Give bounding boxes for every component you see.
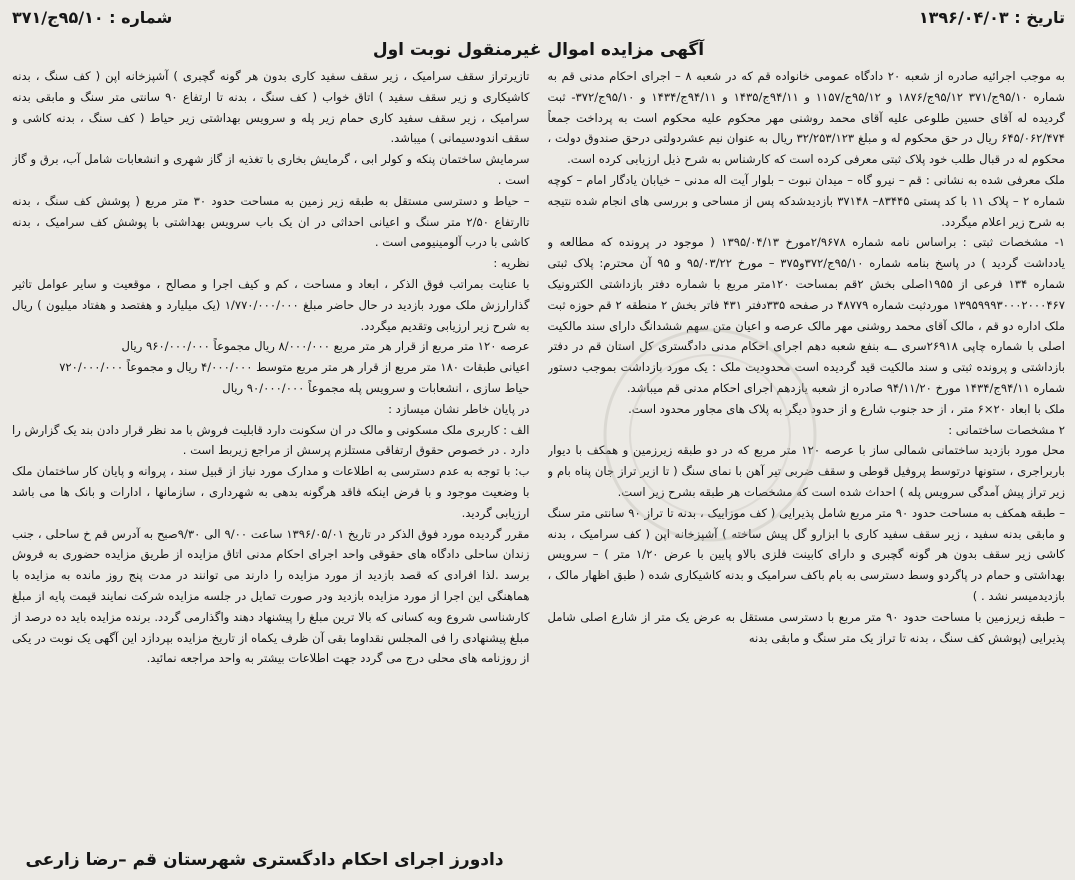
- text-columns: [12, 66, 1065, 826]
- left-column: [12, 66, 530, 826]
- paragraph: به موجب اجرائیه صادره از شعبه ۲۰ دادگاه عمومی خانواده قم که در شعبه ۸ – اجرای احکام مدنی قم به شماره ۹۵/۱۰ج/۳۷۱ ۹۵/۱۲ج/۱۸۷۶ و ۹۵/۱۲ج/۱۱۵۷ و ۹۴/۱۱ج/۱۴۳۵ و ۹۴/۱۱ج/۱۴۳۴ و ۹۵/۱۰ج/۳۷۲- ثبت گردیده له آقای حسین طلوعی علیه آقای محمد روشنی مهر محکوم علیه محکوم است به پرداخت جمعاً ۶۴۵/۰۶۲/۴۷۴ ریال در حق محکوم له و مبلغ ۳۲/۲۵۳/۱۲۳ ریال به عنوان نیم عشردولتی درحق صندوق دولت ، محکوم له در قبال طلب خود پلاک ثبتی معرفی کرده است که کارشناس به شرح ذیل ارزیابی کرده است.: [547, 69, 1065, 167]
- signature-line: دادورز اجرای احکام دادگستری شهرستان قم –رضا زارعی: [25, 850, 504, 870]
- paragraph: اعیانی طبقات ۱۸۰ متر مربع از قرار هر متر مربع متوسط ۴/۰۰۰/۰۰۰ ریال و مجموعاً ۷۲۰/۰۰۰/۰۰۰: [59, 360, 530, 375]
- paragraph: تازیرتراز سقف سرامیک ، زیر سقف سفید کاری بدون هر گونه گچبری ) آشپزخانه اپن ( کف سنگ ، بدنه کاشیکاری و زیر سقف سفید ) اتاق خواب ( کف سنگ ، بدنه تا ارتفاع ۹۰ سانتی متر سنگ و مابقی بدنه سرامیک ، زیر سقف سفید کاری حمام زیر پله و سرویس بهداشتی زیر حیاط ( کف سنگ ، بدنه کاشی و سقف اندودسیمانی ) میباشد.: [12, 69, 530, 146]
- paragraph: – حیاط و دسترسی مستقل به طبقه زیر زمین به مساحت حدود ۳۰ متر مربع ( پوشش کف سنگ ، بدنه تاارتفاع ۲/۵۰ متر سنگ و اعیانی احداثی در ان یک باب سرویس بهداشتی با پوشش کف سرامیک ، بدنه کاشی با درب آلومینیومی است .: [12, 193, 530, 250]
- paragraph: در پایان خاطر نشان میسازد :: [388, 401, 530, 416]
- paragraph: محل مورد بازدید ساختمانی شمالی ساز با عرصه ۱۲۰ متر مربع که در دو طبقه زیرزمین و همکف با دیوار باربراجری ، ستونها درتوسط پروفیل قوطی و سقف ضربی تیر آهن با نمای سنگ ( تا ازیر تراز جان پناه بام و زیر تراز پیش آمدگی سرویس پله ) احداث شده است که مشخصات هر طبقه بشرح زیر است.: [547, 443, 1065, 499]
- paragraph: ملک معرفی شده به نشانی : قم – نیرو گاه – میدان نبوت – بلوار آیت اله مدنی – خیابان یادگار امام – کوچه شماره ۲ – پلاک ۱۱ با کد پستی ۸۳۴۴۵– ۳۷۱۴۸ بازدیدشدکه پس از مساحی و بررسی های انجام شده نتیجه به شرح زیر اعلام میگردد.: [547, 172, 1065, 229]
- paragraph: – طبقه زیرزمین با مساحت حدود ۹۰ متر مربع با دسترسی مستقل به عرض یک متر از شارع اصلی شامل پذیرایی (پوشش کف سنگ ، بدنه تا تراز یک متر سنگ و مابقی بدنه: [547, 609, 1065, 645]
- paragraph: الف : کاربری ملک مسکونی و مالک در ان سکونت دارد قابلیت فروش با مد نظر قرار دادن بند یک گزارش را دارد . در خصوص حقوق ارتفاقی مستلزم پرسش از مراجع زیربط است .: [12, 422, 530, 458]
- notice-date: تاریخ : ۱۳۹۶/۰۴/۰۳: [918, 7, 1065, 27]
- paragraph: ۲ مشخصات ساختمانی :: [948, 422, 1065, 437]
- notice-title: آگهی مزایده اموال غیرمنقول نوبت اول: [372, 40, 705, 60]
- paragraph: عرصه ۱۲۰ متر مربع از قرار هر متر مربع ۸/۰۰۰/۰۰۰ ریال مجموعاً ۹۶۰/۰۰۰/۰۰۰ ریال: [121, 339, 530, 354]
- paragraph: – طبقه همکف به مساحت حدود ۹۰ متر مربع شامل پذیرایی ( کف موزاییک ، بدنه تا تراز ۹۰ سانتی متر سنگ و مابقی بدنه سفید ، زیر سقف سفید کاری با ابزارو گل پیش ساخته ) آشپزخانه اپن ( کف سرامیک ، بدنه کاشی زیر سقف بدون هر گونه گچبری و دارای کابینت فلزی بالاو پایین با عرض ۱/۲۰ متر ) – سرویس بهداشتی و حمام در پاگردو وسط دسترسی به بام باکف سرامیک و بدنه کاشیکاری شده ( طبق اظهار مالک ، بازدیدمیسر نشد . ): [547, 505, 1065, 603]
- notice-number: شماره : ۹۵/۱۰ج/۳۷۱: [12, 7, 173, 27]
- paragraph: ۱- مشخصات ثبتی : براساس نامه شماره ۲/۹۶۷۸مورخ ۱۳۹۵/۰۴/۱۳ ( موجود در پرونده که مطالعه و یادداشت گردید ) در پاسخ بنامه شماره ۹۵/۱۰ج/۳۷۲و۳۷۵ – مورخ ۹۵/۰۳/۲۲ و ۹۵ آن محترم: پلاک ثبتی شماره ۱۳۴ فرعی از ۱۹۵۵اصلی بخش ۲قم بمساحت ۱۲۰متر مربع با شماره دفتر بازداشتی الکترونیک ۱۳۹۵۹۹۹۳۰۰۰۲۰۰۰۴۶۷ موردثبت شماره ۴۸۷۷۹ در صفحه ۳۳۵دفتر ۴۳۱ فاتر بخش ۲ منطقه ۲ قم حوزه ثبت ملک اداره دو قم ، مالک آقای محمد روشنی مهر مالک عرصه و اعیان متن سهم ششدانگ دارای سند مالکیت اصلی با شماره چاپی ۲۶۹۱۸سری ــه بنفع شعبه دهم اجرای احکام مدنی دادگستری کل استان قم در دفتر بازداشتی و پرونده ثبتی و سند مالکیت قید گردیده است محدودیت ملک : یک مورد بازداشت بموجب دستور شماره ۹۴/۱۱ج/۱۴۳۴ مورخ ۹۴/۱۱/۲۰ صادره از شعبه یازدهم اجرای احکام مدنی قم میباشد.: [547, 235, 1065, 395]
- paragraph: نظریه :: [493, 256, 530, 271]
- right-column: [548, 66, 1066, 826]
- paragraph: ب: با توجه به عدم دسترسی به اطلاعات و مدارک مورد نیاز از قبیل سند ، پروانه و پایان کار ساختمان ملک با وضعیت موجود و با فرض اینکه فاقد هرگونه بدهی به شهرداری ، سازمانها ، ادارات و بانک ها می باشد ارزیابی گردید.: [12, 464, 530, 520]
- paragraph: ملک با ابعاد ۲۰×۶ متر ، از حد جنوب شارع و از حدود دیگر به پلاک های مجاور محدود است.: [628, 401, 1065, 416]
- header-row: [12, 6, 1065, 28]
- paragraph: سرمایش ساختمان پنکه و کولر ابی ، گرمایش بخاری با تغذیه از گاز شهری و انشعابات شامل آب، برق و گاز است .: [12, 152, 530, 187]
- paragraph: مقرر گردیده مورد فوق الذکر در تاریخ ۱۳۹۶/۰۵/۰۱ ساعت ۹/۰۰ الی ۹/۳۰صبح به آدرس قم خ ساحلی ، جنب زندان ساحلی دادگاه های حقوقی واحد اجرای احکام مدنی اتاق مزایده از طریق مزایده حضوری به فروش برسد .لذا افرادی که قصد بازدید از مورد مزایده را دارند می توانند در مدت پنج روز مانده به مزایده با هماهنگی این اجرا از مورد مزایده بازدید ودر صورت تمایل در جلسه مزایده شرکت نمایند قیمت پایه از مبلغ کارشناسی شروع وبه کسانی که بالا ترین مبلغ را پیشنهاد دهند واگذارمی گردد. برنده مزایده باید ده درصد از مبلغ پیشنهادی را فی المجلس نقداوما بقی آن ظرف یکماه از تاریخ مزایده بپردازد این آگهی یک نوبت در یکی از روزنامه های محلی درج می گردد جهت اطلاعات بیشتر به واحد مراجعه نمائید.: [12, 526, 530, 666]
- paragraph: با عنایت بمراتب فوق الذکر ، ابعاد و مساحت ، کم و کیف اجرا و مصالح ، موقعیت و سایر عوامل تاثیر گذارارزش ملک مورد بازدید در حال حاضر مبلغ ۱/۷۷۰/۰۰۰/۰۰۰ (یک میلیارد و هفتصد و هفتاد میلیون ) ریال به شرح زیر ارزیابی وتقدیم میگردد.: [12, 276, 530, 333]
- paragraph: حیاط سازی ، انشعابات و سرویس پله مجموعاً ۹۰/۰۰۰/۰۰۰ ریال: [222, 380, 530, 395]
